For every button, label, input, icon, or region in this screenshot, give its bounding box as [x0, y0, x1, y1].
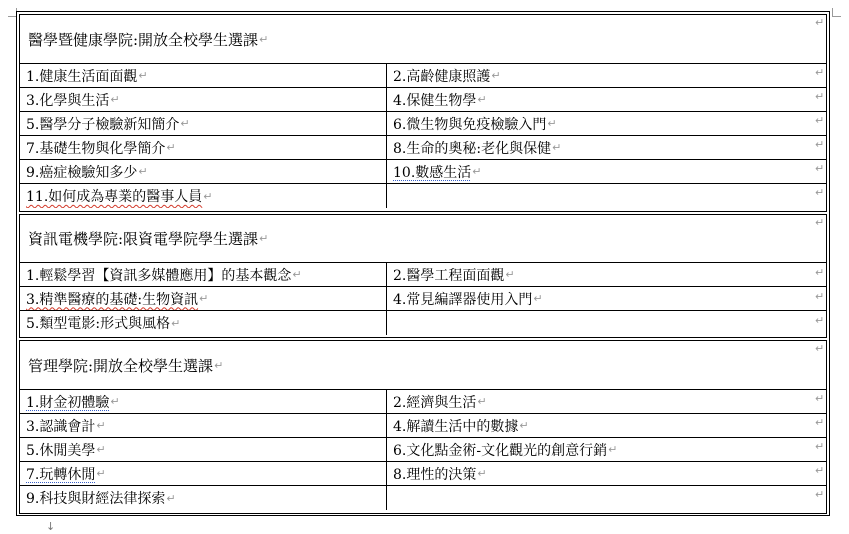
paragraph-mark-icon: ↵ — [138, 69, 148, 82]
course-cell — [20, 88, 387, 111]
empty-cell — [387, 184, 826, 208]
paragraph-mark-icon: ↵ — [259, 232, 269, 245]
course-name: 7.玩轉休閒 — [26, 466, 96, 483]
paragraph-mark-icon: ↵ — [96, 467, 106, 480]
paragraph-mark-icon: ↵ — [110, 395, 120, 408]
course-name: 6.微生物與免疫檢驗入門 — [393, 116, 547, 133]
paragraph-mark-icon: ↵ — [519, 419, 529, 432]
course-name: 9.癌症檢驗知多少 — [26, 164, 138, 181]
course-name: 4.保健生物學 — [393, 92, 477, 109]
empty-cell — [387, 486, 826, 510]
table-row — [20, 263, 826, 287]
course-name: 3.化學與生活 — [26, 92, 110, 109]
course-cell — [387, 390, 826, 413]
table-row — [20, 184, 826, 208]
empty-cell — [387, 311, 826, 335]
section-medicine-health — [19, 14, 827, 212]
row-end-mark-icon: ↵ — [815, 114, 825, 127]
paragraph-mark-icon: ↵ — [292, 268, 302, 281]
course-table — [16, 11, 830, 516]
section-title-text: 管理學院:開放全校學生選課 — [28, 356, 214, 375]
paragraph-mark-icon: ↵ — [259, 32, 269, 46]
paragraph-mark-icon: ↵ — [491, 69, 501, 82]
course-cell — [387, 438, 826, 461]
course-cell — [387, 112, 826, 135]
paragraph-mark-icon: ↵ — [166, 141, 176, 154]
course-name: 8.生命的奧秘:老化與保健 — [393, 140, 552, 157]
course-name: 6.文化點金術-文化觀光的創意行銷 — [393, 442, 608, 459]
end-of-document-mark-icon: ↓ — [46, 520, 56, 533]
table-row — [20, 462, 826, 486]
paragraph-mark-icon: ↵ — [203, 189, 213, 203]
row-end-mark-icon: ↵ — [815, 440, 825, 453]
paragraph-mark-icon: ↵ — [138, 165, 148, 178]
section-title-text: 醫學暨健康學院:開放全校學生選課 — [28, 30, 259, 49]
course-cell — [20, 311, 387, 335]
course-cell — [387, 88, 826, 111]
course-name: 3.精準醫療的基礎:生物資訊 — [26, 291, 199, 308]
course-cell — [387, 462, 826, 485]
course-cell — [20, 287, 387, 310]
course-cell — [20, 136, 387, 159]
course-name: 5.休閒美學 — [26, 442, 96, 459]
paragraph-mark-icon: ↵ — [96, 419, 106, 432]
course-cell — [20, 390, 387, 413]
table-row — [20, 414, 826, 438]
paragraph-mark-icon: ↵ — [472, 165, 482, 178]
course-cell — [387, 64, 826, 87]
paragraph-mark-icon: ↵ — [110, 93, 120, 106]
paragraph-mark-icon: ↵ — [533, 292, 543, 305]
course-name: 4.解讀生活中的數據 — [393, 418, 519, 435]
margin-corner-top-right — [832, 8, 841, 17]
course-name: 10.數感生活 — [393, 164, 472, 181]
row-end-mark-icon: ↵ — [815, 66, 825, 79]
row-end-mark-icon: ↵ — [815, 90, 825, 103]
table-row — [20, 311, 826, 335]
paragraph-mark-icon: ↵ — [552, 141, 562, 154]
row-end-mark-icon: ↵ — [815, 314, 825, 327]
course-cell — [20, 112, 387, 135]
course-name: 11.如何成為專業的醫事人員 — [26, 189, 203, 205]
row-end-mark-icon: ↵ — [815, 488, 825, 501]
row-end-mark-icon: ↵ — [815, 162, 825, 175]
course-cell — [20, 64, 387, 87]
paragraph-mark-icon: ↵ — [505, 268, 515, 281]
table-row — [20, 287, 826, 311]
course-name: 1.輕鬆學習【資訊多媒體應用】的基本觀念 — [26, 267, 292, 284]
row-end-mark-icon: ↵ — [815, 216, 825, 229]
table-row — [20, 136, 826, 160]
course-cell — [20, 486, 387, 510]
row-end-mark-icon: ↵ — [815, 416, 825, 429]
course-name: 2.醫學工程面面觀 — [393, 267, 505, 284]
row-end-mark-icon: ↵ — [815, 290, 825, 303]
course-name: 9.科技與財經法律探索 — [26, 491, 166, 507]
paragraph-mark-icon: ↵ — [547, 117, 557, 130]
course-cell — [387, 136, 826, 159]
paragraph-mark-icon: ↵ — [477, 93, 487, 106]
section-title — [20, 15, 826, 64]
course-cell — [387, 160, 826, 183]
course-name: 8.理性的決策 — [393, 466, 477, 483]
table-row — [20, 160, 826, 184]
course-name: 4.常見編譯器使用入門 — [393, 291, 533, 308]
row-end-mark-icon: ↵ — [815, 342, 825, 355]
row-end-mark-icon: ↵ — [815, 464, 825, 477]
course-cell — [20, 184, 387, 208]
course-cell — [20, 438, 387, 461]
course-name: 5.類型電影:形式與風格 — [26, 316, 171, 332]
section-title-text: 資訊電機學院:限資電學院學生選課 — [28, 230, 259, 248]
table-row — [20, 88, 826, 112]
paragraph-mark-icon: ↵ — [180, 117, 190, 130]
course-cell — [20, 160, 387, 183]
course-cell — [20, 414, 387, 437]
paragraph-mark-icon: ↵ — [199, 292, 209, 305]
row-end-mark-icon: ↵ — [815, 392, 825, 405]
course-cell — [20, 263, 387, 286]
row-end-mark-icon: ↵ — [815, 186, 825, 199]
row-end-mark-icon: ↵ — [815, 138, 825, 151]
table-row — [20, 486, 826, 510]
table-row — [20, 438, 826, 462]
course-name: 3.認識會計 — [26, 418, 96, 435]
section-title — [20, 215, 826, 263]
course-name: 5.醫學分子檢驗新知簡介 — [26, 116, 180, 133]
course-cell — [20, 462, 387, 485]
course-cell — [387, 414, 826, 437]
course-name: 2.高齡健康照護 — [393, 68, 491, 85]
paragraph-mark-icon: ↵ — [96, 443, 106, 456]
section-ee-cs — [19, 214, 827, 338]
paragraph-mark-icon: ↵ — [166, 491, 176, 505]
course-name: 1.財金初體驗 — [26, 394, 110, 411]
course-cell — [387, 287, 826, 310]
row-end-mark-icon: ↵ — [815, 266, 825, 279]
table-row — [20, 112, 826, 136]
course-cell — [387, 263, 826, 286]
paragraph-mark-icon: ↵ — [608, 443, 618, 456]
course-name: 7.基礎生物與化學簡介 — [26, 140, 166, 157]
paragraph-mark-icon: ↵ — [477, 395, 487, 408]
table-row — [20, 64, 826, 88]
table-row — [20, 390, 826, 414]
section-title — [20, 341, 826, 390]
paragraph-mark-icon: ↵ — [171, 316, 181, 330]
course-name: 1.健康生活面面觀 — [26, 68, 138, 85]
row-end-mark-icon: ↵ — [815, 16, 825, 29]
course-name: 2.經濟與生活 — [393, 394, 477, 411]
section-management — [19, 340, 827, 514]
paragraph-mark-icon: ↵ — [214, 358, 224, 372]
paragraph-mark-icon: ↵ — [477, 467, 487, 480]
